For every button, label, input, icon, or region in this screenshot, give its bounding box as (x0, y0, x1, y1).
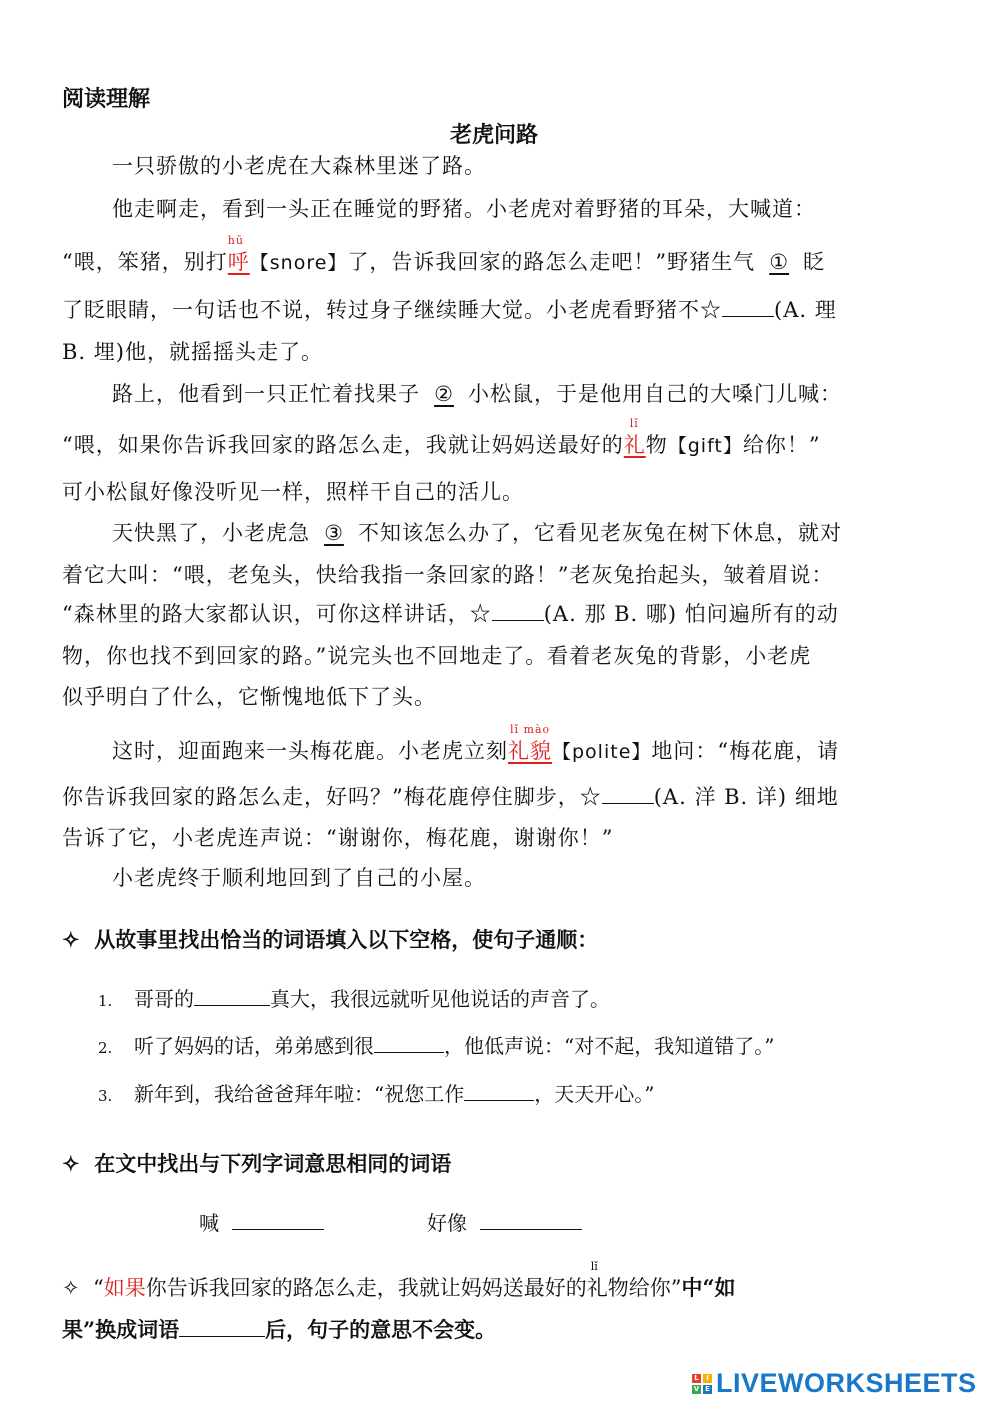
blank-star-3[interactable] (602, 802, 654, 804)
item-number: 1. (98, 992, 113, 1010)
text: 物 (645, 433, 668, 457)
question-1-item-2 (98, 1030, 774, 1059)
star-icon: ☆ (469, 602, 492, 626)
answer-blank[interactable] (374, 1051, 444, 1053)
li-char: 礼 (586, 1276, 608, 1300)
diamond-icon: ✧ (62, 927, 80, 952)
question-2-title (62, 1148, 451, 1178)
text: 路上，他看到一只正忙着找果子 (112, 382, 420, 406)
instruction: 中“如 (681, 1275, 736, 1300)
options: (A. 理 (774, 298, 837, 322)
gift-gloss: 【gift】 (667, 435, 743, 457)
text: 眨 (803, 250, 826, 274)
text: “喂，笨猪，别打 (62, 250, 228, 274)
synonym-item-2 (427, 1207, 582, 1236)
blank-3[interactable]: ③ (324, 521, 344, 545)
paragraph-2-line-2 (62, 234, 826, 276)
item-text: 听了妈妈的话，弟弟感到很 (134, 1034, 374, 1058)
answer-blank[interactable] (232, 1228, 324, 1230)
logo-mark (692, 1374, 712, 1394)
blank-1[interactable]: ① (769, 250, 790, 274)
answer-blank[interactable] (194, 1004, 270, 1006)
question-3-line-1 (62, 1260, 736, 1302)
paragraph-6: 小老虎终于顺利地回到了自己的小屋。 (112, 866, 486, 890)
logo-letter: E (703, 1385, 712, 1394)
section-title: 阅读理解 (62, 86, 151, 112)
paragraph-2-line-1: 他走啊走，看到一头正在睡觉的野猪。小老虎对着野猪的耳朵，大喊道： (112, 197, 816, 221)
answer-blank[interactable] (480, 1228, 582, 1230)
diamond-icon: ✧ (62, 1151, 80, 1176)
paragraph-3-line-3: 可小松鼠好像没听见一样，照样干自己的活儿。 (62, 480, 524, 504)
question-1-title (62, 924, 598, 954)
item-text: 哥哥的 (134, 987, 194, 1011)
paragraph-5-line-3: 告诉了它，小老虎连声说：“谢谢你，梅花鹿，谢谢你！” (62, 826, 614, 850)
li-char: 礼 (623, 433, 646, 457)
text: 给你！” (742, 433, 821, 457)
text: 天快黑了，小老虎急 (112, 521, 310, 545)
hu-pinyin: hū (227, 234, 244, 247)
paragraph-1: 一只骄傲的小老虎在大森林里迷了路。 (112, 154, 486, 178)
paragraph-4-line-5: 似乎明白了什么，它惭愧地低下了头。 (62, 685, 436, 709)
answer-blank[interactable] (464, 1099, 534, 1101)
li-pinyin: lǐ (590, 1260, 598, 1273)
item-text: 新年到，我给爸爸拜年啦：“祝您工作 (134, 1082, 465, 1106)
blank-star-2[interactable] (492, 619, 544, 621)
title-text: 在文中找出与下列字词意思相同的词语 (94, 1151, 452, 1176)
limao-pinyin: lǐ mào (510, 723, 551, 736)
diamond-icon: ✧ (62, 1276, 80, 1300)
item-number: 3. (98, 1087, 113, 1105)
question-1-item-3 (98, 1078, 654, 1107)
word: 喊 (199, 1211, 219, 1235)
paragraph-3-line-1 (112, 378, 842, 408)
item-number: 2. (98, 1039, 113, 1057)
text: “喂，如果你告诉我回家的路怎么走，我就让妈妈送最好的 (62, 433, 624, 457)
text: 了，告诉我回家的路怎么走吧！”野猪生气 (347, 250, 756, 274)
li-word (623, 417, 646, 457)
hu-char: 呼 (227, 250, 250, 274)
text: 了眨眼睛，一句话也不说，转过身子继续睡大觉。小老虎看野猪不 (62, 298, 700, 322)
paragraph-4-line-2: 着它大叫：“喂，老兔头，快给我指一条回家的路！”老灰兔抬起头，皱着眉说： (62, 563, 834, 587)
blank-star-1[interactable] (722, 315, 774, 317)
item-text: ，天天开心。” (534, 1082, 655, 1106)
blank-2[interactable]: ② (434, 382, 454, 406)
text: 你告诉我回家的路怎么走，好吗？”梅花鹿停住脚步， (62, 785, 580, 809)
synonym-item-1 (199, 1207, 324, 1236)
instruction: 果”换成词语 (62, 1317, 180, 1342)
logo-letter: I (703, 1374, 712, 1383)
paragraph-5-line-1 (112, 723, 840, 765)
hu-word (227, 234, 250, 274)
paragraph-2-line-3 (62, 294, 837, 324)
paragraph-5-line-2 (62, 781, 839, 811)
li-word (586, 1260, 608, 1300)
text: 地问：“梅花鹿，请 (651, 739, 840, 763)
question-1-item-1 (98, 983, 610, 1012)
title-text: 从故事里找出恰当的词语填入以下空格，使句子通顺： (94, 927, 599, 952)
logo-letter: V (693, 1384, 700, 1393)
story-title: 老虎问路 (450, 122, 539, 148)
item-text: 真大，我很远就听见他说话的声音了。 (270, 987, 610, 1011)
snore-gloss: 【snore】 (249, 252, 348, 274)
open-quote: “ (92, 1276, 104, 1300)
logo-text: LIVEWORKSHEETS (716, 1368, 977, 1398)
question-3-line-2 (62, 1314, 496, 1344)
rugu-word: 如果 (103, 1276, 146, 1300)
liveworksheets-logo (692, 1368, 977, 1399)
star-icon: ☆ (700, 298, 722, 322)
polite-gloss: 【polite】 (552, 741, 652, 763)
limao-chars: 礼貌 (508, 739, 552, 763)
logo-letter: L (692, 1374, 701, 1383)
text: 这时，迎面跑来一头梅花鹿。小老虎立刻 (112, 739, 508, 763)
star-icon: ☆ (579, 785, 602, 809)
options: (A. 洋 B. 详) 细地 (653, 785, 839, 809)
text: 小松鼠，于是他用自己的大嗓门儿喊： (468, 382, 842, 406)
instruction: 后，句子的意思不会变。 (265, 1317, 497, 1342)
li-pinyin: lǐ (629, 417, 639, 430)
answer-blank[interactable] (179, 1335, 265, 1337)
limao-word (508, 723, 552, 763)
paragraph-2-line-4: B. 埋)他，就摇摇头走了。 (62, 340, 323, 364)
paragraph-3-line-2 (62, 417, 821, 459)
paragraph-4-line-4: 物，你也找不到回家的路。”说完头也不回地走了。看着老灰兔的背影，小老虎 (62, 644, 812, 668)
sentence-end: 物给你” (607, 1276, 682, 1300)
paragraph-4-line-1 (112, 517, 842, 547)
word: 好像 (427, 1211, 467, 1235)
options: (A. 那 B. 哪) 怕问遍所有的动 (543, 602, 839, 626)
paragraph-4-line-3 (62, 598, 839, 628)
item-text: ，他低声说：“对不起，我知道错了。” (444, 1034, 775, 1058)
sentence: 你告诉我回家的路怎么走，我就让妈妈送最好的 (145, 1276, 587, 1300)
text: 不知该怎么办了，它看见老灰兔在树下休息，就对 (358, 521, 842, 545)
text: “森林里的路大家都认识，可你这样讲话， (62, 602, 470, 626)
